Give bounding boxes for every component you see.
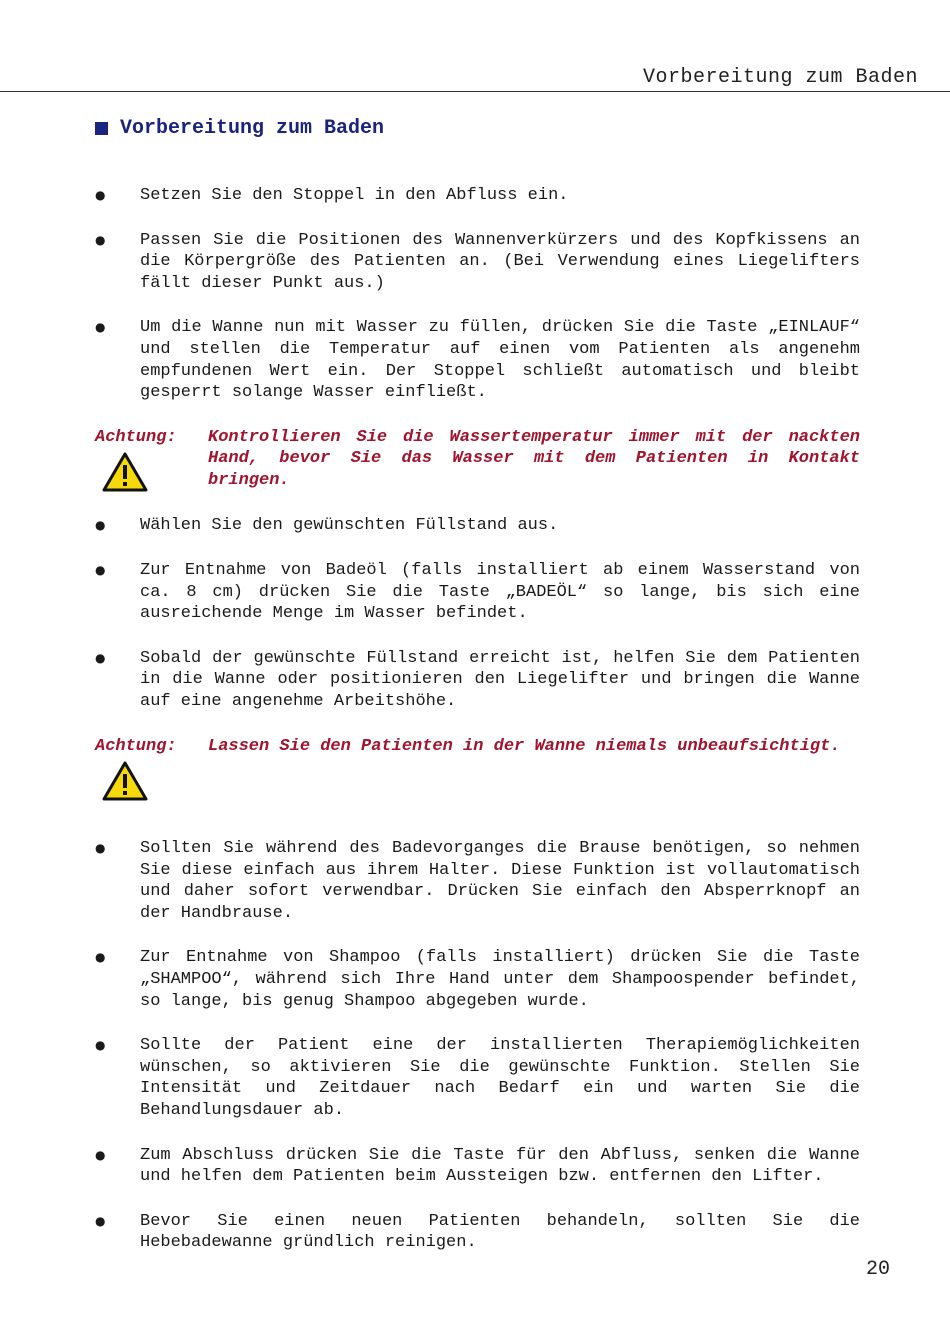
list-item [95, 560, 860, 625]
list-item-text: Sobald der gewünschte Füllstand erreicht ist, helfen Sie dem Patienten in die Wanne oder positionieren den Liegelifter und bringen die Wanne auf eine angenehme Arbeitshöhe. [140, 648, 860, 711]
list-item [95, 317, 860, 403]
list-item [95, 185, 860, 207]
running-header: Vorbereitung zum Baden [642, 66, 918, 89]
bullet-icon: ● [95, 320, 106, 335]
list-item [95, 648, 860, 713]
bullet-icon: ● [95, 950, 106, 965]
bullet-icon: ● [95, 232, 106, 247]
list-item-text: Zur Entnahme von Shampoo (falls installiert) drücken Sie die Taste „SHAMPOO“, während sich Ihre Hand unter dem Shampoospender befindet, so lange, bis genug Shampoo abgegeben wurde. [140, 948, 860, 1011]
instruction-list [95, 185, 860, 1277]
bullet-icon: ● [95, 1038, 106, 1053]
page-number: 20 [865, 1258, 890, 1281]
section-heading [95, 117, 384, 140]
list-item [95, 1211, 860, 1254]
list-item-text: Bevor Sie einen neuen Patienten behandeln, sollten Sie die Hebebadewanne gründlich reinigen. [140, 1211, 860, 1253]
list-item-text: Sollten Sie während des Badevorganges die Brause benötigen, so nehmen Sie diese einfach aus ihrem Halter. Diese Funktion ist vollautomatisch und daher sofort verwendbar. Drücken Sie einfach den Absperrknopf an der Handbrause. [140, 839, 860, 923]
list-item-text: Sollte der Patient eine der installierten Therapiemöglichkeiten wünschen, so aktivieren Sie die gewünschte Funktion. Stellen Sie Intensität und Zeitdauer nach Bedarf ein und warten Sie die Behandlungsdauer ab. [140, 1036, 860, 1121]
section-title-text: Vorbereitung zum Baden [120, 117, 385, 140]
list-item [95, 947, 860, 1012]
list-item [95, 1035, 860, 1121]
warning-triangle-icon [102, 761, 148, 801]
list-item-text: Um die Wanne nun mit Wasser zu füllen, drücken Sie die Taste „EINLAUF“ und stellen die Temperatur auf einen vom Patienten als angenehm empfundenen Wert ein. Der Stoppel schließt automatisch und bleibt gesperrt solange Wasser einfließt. [140, 318, 860, 403]
header-rule [0, 91, 950, 92]
list-item-text: Setzen Sie den Stoppel in den Abfluss ein. [140, 186, 569, 205]
bullet-icon: ● [95, 188, 106, 202]
warning-text: Kontrollieren Sie die Wassertemperatur immer mit der nackten Hand, bevor Sie das Wasser mit dem Patienten in Kontakt bringen. [208, 427, 860, 490]
warning-triangle-icon [102, 452, 148, 492]
warning-block [95, 427, 860, 493]
square-bullet-icon [95, 122, 108, 135]
list-item [95, 515, 860, 537]
warning-label: Achtung: [95, 427, 177, 447]
list-item [95, 838, 860, 924]
list-item-text: Zur Entnahme von Badeöl (falls installiert ab einem Wasserstand von ca. 8 cm) drücken Sie die Taste „BADEÖL“ so lange, bis sich eine ausreichende Menge im Wasser befindet. [140, 560, 860, 624]
list-item-text: Passen Sie die Positionen des Wannenverkürzers und des Kopfkissens an die Körpergröße des Patienten an. (Bei Verwendung eines Liegelifters fällt dieser Punkt aus.) [140, 230, 860, 293]
warning-block [95, 736, 860, 802]
list-item [95, 1145, 860, 1188]
bullet-icon: ● [95, 650, 106, 665]
list-item-text: Zum Abschluss drücken Sie die Taste für den Abfluss, senken die Wanne und helfen dem Patienten beim Aussteigen bzw. entfernen den Lifter. [140, 1145, 860, 1187]
bullet-icon: ● [95, 562, 106, 577]
warning-text: Lassen Sie den Patienten in der Wanne niemals unbeaufsichtigt. [208, 736, 841, 756]
list-item-text: Wählen Sie den gewünschten Füllstand aus. [140, 516, 559, 536]
warning-label: Achtung: [95, 736, 177, 756]
bullet-icon: ● [95, 518, 106, 533]
bullet-icon: ● [95, 1213, 106, 1228]
bullet-icon: ● [95, 1147, 106, 1162]
bullet-icon: ● [95, 841, 106, 856]
list-item [95, 230, 860, 295]
